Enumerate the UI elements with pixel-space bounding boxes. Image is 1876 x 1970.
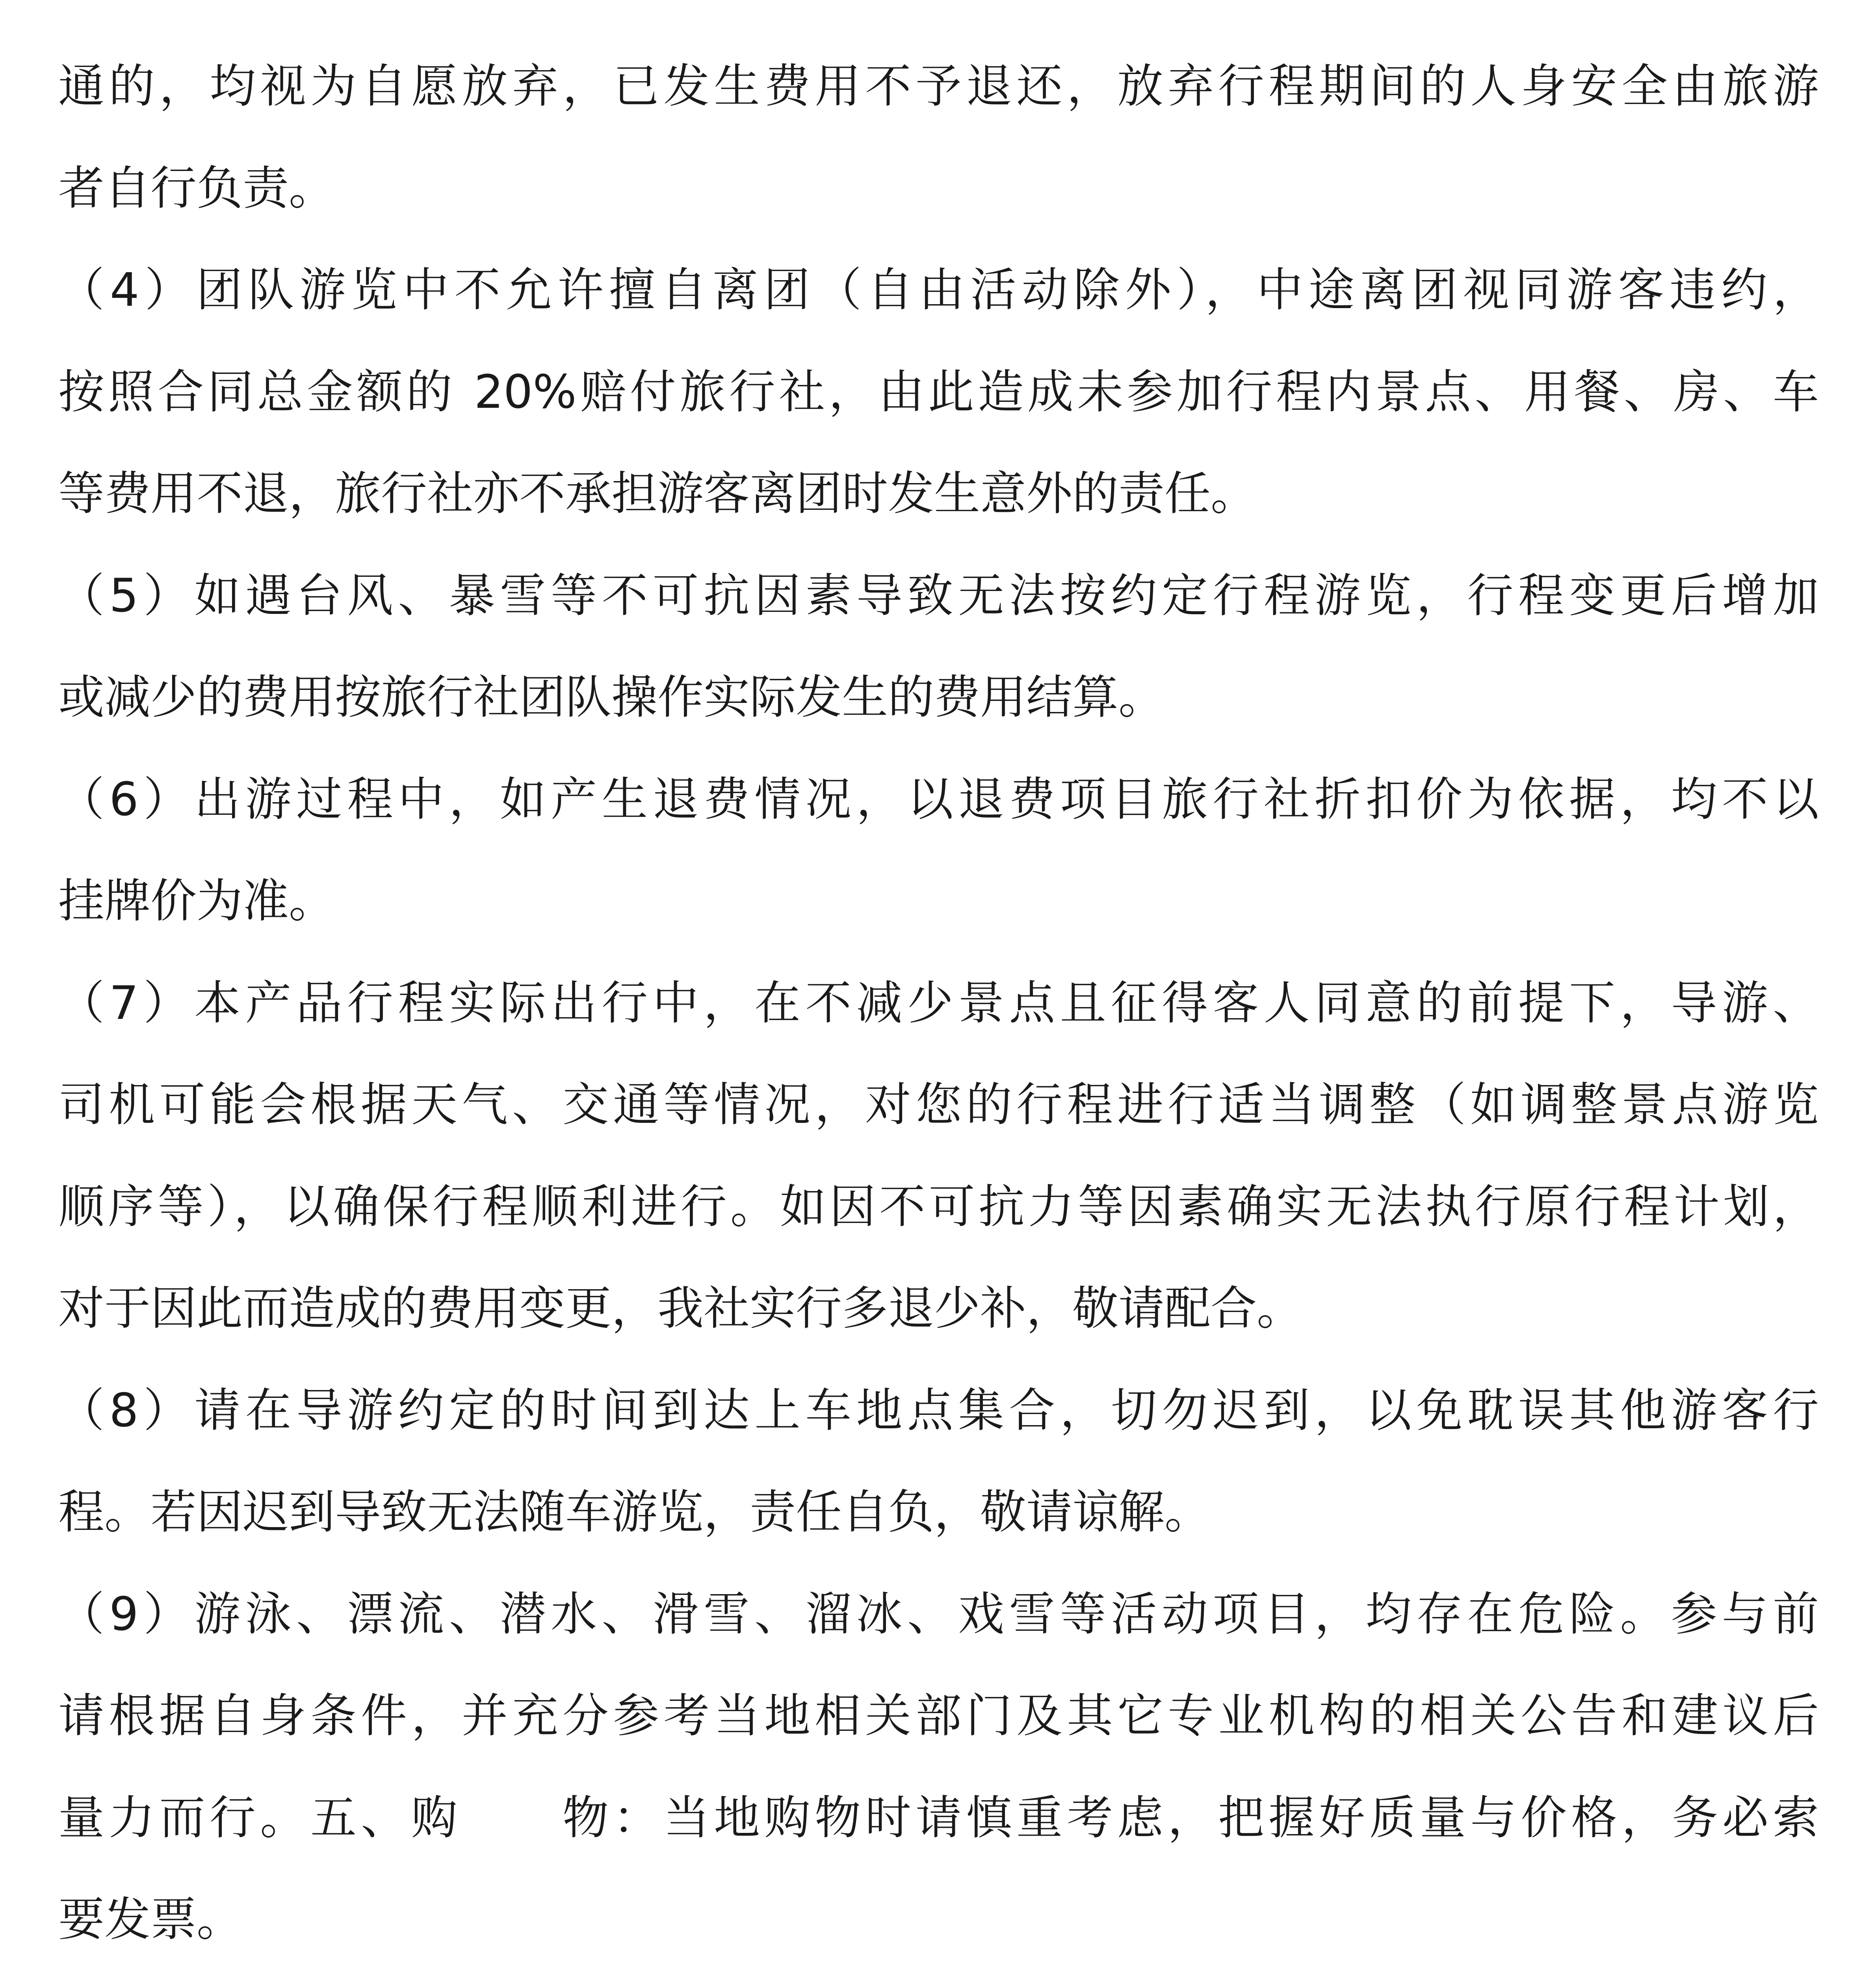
text-line: 或减少的费用按旅行社团队操作实际发生的费用结算。 [58, 670, 1165, 724]
text-line: 通的，均视为自愿放弃，已发生费用不予退还，放弃行程期间的人身安全由旅游 [58, 59, 1819, 113]
text-line: （7）本产品行程实际出行中，在不减少景点且征得客人同意的前提下，导游、 [58, 976, 1819, 1030]
text-line: 按照合同总金额的 20%赔付旅行社，由此造成未参加行程内景点、用餐、房、车 [58, 364, 1819, 419]
text-line: 对于因此而造成的费用变更，我社实行多退少补，敬请配合。 [58, 1281, 1303, 1335]
document-body [58, 0, 1819, 1970]
text-line: （4）团队游览中不允许擅自离团（自由活动除外），中途离团视同游客违约， [58, 263, 1819, 317]
text-line: 挂牌价为准。 [58, 874, 335, 928]
text-line: （8）请在导游约定的时间到达上车地点集合，切勿迟到，以免耽误其他游客行 [58, 1383, 1819, 1437]
text-line: （9）游泳、漂流、潜水、滑雪、溜冰、戏雪等活动项目，均存在危险。参与前 [58, 1587, 1819, 1641]
text-line: 司机可能会根据天气、交通等情况，对您的行程进行适当调整（如调整景点游览 [58, 1078, 1819, 1132]
text-line: （5）如遇台风、暴雪等不可抗因素导致无法按约定行程游览，行程变更后增加 [58, 568, 1819, 623]
text-line: 量力而行。五、购 物：当地购物时请慎重考虑，把握好质量与价格，务必索 [58, 1790, 1819, 1845]
text-line: 者自行负责。 [58, 161, 335, 215]
text-line: 请根据自身条件，并充分参考当地相关部门及其它专业机构的相关公告和建议后 [58, 1689, 1819, 1743]
text-line: （6）出游过程中，如产生退费情况，以退费项目旅行社折扣价为依据，均不以 [58, 772, 1819, 826]
text-line: 等费用不退，旅行社亦不承担游客离团时发生意外的责任。 [58, 466, 1257, 520]
text-line: 程。若因迟到导致无法随车游览，责任自负，敬请谅解。 [58, 1485, 1211, 1539]
text-line: 要发票。 [58, 1892, 243, 1946]
text-line: 顺序等），以确保行程顺利进行。如因不可抗力等因素确实无法执行原行程计划， [58, 1179, 1819, 1234]
